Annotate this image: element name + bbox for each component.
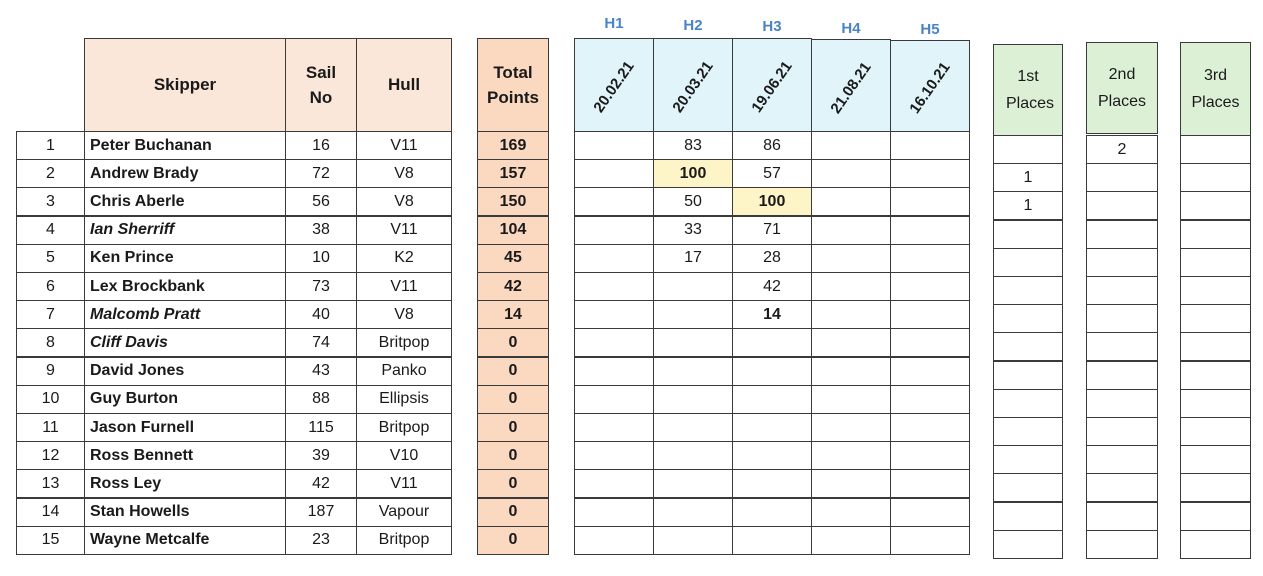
heat-score-cell [574,159,654,188]
sail-number-cell: 115 [285,413,357,442]
first-places-cell [993,361,1063,390]
position-cell: 5 [16,244,85,273]
first-places-cell [993,220,1063,249]
heat-score-cell [574,272,654,301]
position-cell: 10 [16,385,85,414]
position-cell: 6 [16,272,85,301]
second-places-cell [1086,361,1158,390]
first-places-cell: 1 [993,191,1063,220]
heat-score-cell: 100 [653,159,733,188]
sail-number-cell: 42 [285,469,357,498]
heat-score-cell [574,216,654,245]
first-places-cell [993,473,1063,502]
second-places-header-label: 2nd Places [1097,65,1147,110]
heat-score-cell [574,357,654,386]
hull-cell: Britpop [356,526,452,555]
heat-score-cell [653,526,733,555]
heat-score-cell [811,469,891,498]
total-points-cell: 150 [477,187,549,216]
second-places-header [1086,42,1158,134]
skipper-header [84,38,286,132]
heat-score-cell [653,357,733,386]
third-places-header-label: 3rd Places [1191,66,1240,111]
second-places-cell [1086,304,1158,333]
first-places-cell [993,530,1063,559]
position-cell: 7 [16,300,85,329]
third-places-cell [1180,163,1251,192]
sail-number-cell: 38 [285,216,357,245]
heat-score-cell [890,385,970,414]
heat-score-cell [890,159,970,188]
heat-score-cell [811,498,891,527]
first-places-cell [993,304,1063,333]
third-places-cell [1180,220,1251,249]
hull-cell: V11 [356,272,452,301]
heat-score-cell [732,469,812,498]
heat-score-cell [574,469,654,498]
heat-score-cell [732,441,812,470]
heat-score-cell [811,187,891,216]
hull-cell: Britpop [356,328,452,357]
heat-date-label: 16.10.21 [906,59,954,118]
skipper-name-cell: Wayne Metcalfe [84,526,286,555]
heat-score-cell: 71 [732,216,812,245]
position-cell: 12 [16,441,85,470]
first-places-cell [993,389,1063,418]
heat-score-cell [890,272,970,301]
third-places-cell [1180,191,1251,220]
skipper-name-cell: Cliff Davis [84,328,286,357]
position-cell: 8 [16,328,85,357]
heat-score-cell [653,498,733,527]
position-cell: 3 [16,187,85,216]
heat-score-cell: 83 [653,131,733,160]
heat-date-label: 20.03.21 [669,58,717,117]
heat-score-cell [574,300,654,329]
hull-cell: Vapour [356,498,452,527]
first-places-cell [993,502,1063,531]
sail-number-cell: 56 [285,187,357,216]
heat-score-cell [574,187,654,216]
hull-cell: V11 [356,131,452,160]
total-points-cell: 0 [477,357,549,386]
third-places-cell [1180,361,1251,390]
heat-score-cell: 42 [732,272,812,301]
skipper-header-label: Skipper [153,75,217,95]
heat-score-cell [890,216,970,245]
sail-number-cell: 39 [285,441,357,470]
skipper-name-cell: Andrew Brady [84,159,286,188]
sail-number-cell: 10 [285,244,357,273]
heat-score-cell: 17 [653,244,733,273]
skipper-name-cell: Stan Howells [84,498,286,527]
total-points-cell: 0 [477,469,549,498]
heat-score-cell [574,328,654,357]
total-points-cell: 0 [477,413,549,442]
heat-score-cell [811,441,891,470]
position-cell: 11 [16,413,85,442]
skipper-name-cell: Ian Sherriff [84,216,286,245]
heat-label: H1 [604,15,624,32]
heat-score-cell [811,413,891,442]
skipper-name-cell: David Jones [84,357,286,386]
second-places-cell [1086,417,1158,446]
heat-score-cell: 14 [732,300,812,329]
second-places-cell [1086,502,1158,531]
hull-cell: V11 [356,216,452,245]
second-places-cell [1086,163,1158,192]
hull-cell: V10 [356,441,452,470]
second-places-cell [1086,332,1158,361]
heat-score-cell [811,159,891,188]
sail-number-cell: 73 [285,272,357,301]
sail-number-cell: 43 [285,357,357,386]
heat-date-label: 20.02.21 [590,58,638,117]
skipper-name-cell: Jason Furnell [84,413,286,442]
first-places-cell [993,276,1063,305]
third-places-cell [1180,502,1251,531]
second-places-cell [1086,191,1158,220]
second-places-cell: 2 [1086,135,1158,164]
sail-no-header [285,38,357,132]
hull-cell: K2 [356,244,452,273]
hull-cell: V8 [356,300,452,329]
heat-score-cell [890,441,970,470]
skipper-name-cell: Ross Ley [84,469,286,498]
third-places-cell [1180,473,1251,502]
heat-score-cell [732,357,812,386]
total-points-header [477,38,549,132]
heat-score-cell [653,385,733,414]
heat-score-cell [732,413,812,442]
third-places-cell [1180,276,1251,305]
heat-score-cell [890,357,970,386]
second-places-cell [1086,473,1158,502]
sail-number-cell: 23 [285,526,357,555]
heat-score-cell [811,272,891,301]
position-cell: 9 [16,357,85,386]
total-points-cell: 169 [477,131,549,160]
second-places-cell [1086,220,1158,249]
heat-score-cell: 57 [732,159,812,188]
heat-date-header [890,40,970,133]
heat-score-cell [890,498,970,527]
total-points-cell: 0 [477,385,549,414]
hull-cell: Britpop [356,413,452,442]
heat-score-cell [653,328,733,357]
total-points-cell: 14 [477,300,549,329]
third-places-cell [1180,248,1251,277]
heat-date-label: 21.08.21 [827,59,875,117]
heat-score-cell [653,413,733,442]
position-cell: 1 [16,131,85,160]
total-points-cell: 0 [477,441,549,470]
hull-header [356,38,452,132]
heat-score-cell [574,526,654,555]
skipper-name-cell: Chris Aberle [84,187,286,216]
heat-score-cell [890,469,970,498]
hull-header-label: Hull [387,75,421,95]
total-points-cell: 45 [477,244,549,273]
heat-score-cell [574,413,654,442]
heat-label: H4 [841,19,861,37]
second-places-cell [1086,276,1158,305]
first-places-cell [993,135,1063,164]
second-places-cell [1086,389,1158,418]
heat-score-cell [811,131,891,160]
total-points-cell: 0 [477,526,549,555]
position-cell: 2 [16,159,85,188]
heat-score-cell: 100 [732,187,812,216]
third-places-cell [1180,417,1251,446]
heat-score-cell [653,272,733,301]
heat-score-cell: 28 [732,244,812,273]
heat-date-label: 19.06.21 [748,58,796,117]
sail-number-cell: 88 [285,385,357,414]
heat-score-cell [732,498,812,527]
third-places-cell [1180,445,1251,474]
heat-score-cell [574,385,654,414]
heat-label: H2 [683,16,703,34]
hull-cell: Panko [356,357,452,386]
sail-number-cell: 72 [285,159,357,188]
heat-score-cell: 86 [732,131,812,160]
second-places-cell [1086,445,1158,474]
heat-score-cell [574,244,654,273]
heat-score-cell [732,385,812,414]
heat-score-cell [811,526,891,555]
heat-score-cell [890,131,970,160]
heat-score-cell [811,357,891,386]
heat-score-cell [653,441,733,470]
heat-score-cell [890,526,970,555]
heat-date-header [732,38,812,133]
third-places-header [1180,42,1251,136]
heat-score-cell [574,131,654,160]
heat-score-cell [811,244,891,273]
second-places-cell [1086,530,1158,559]
total-points-cell: 157 [477,159,549,188]
heat-date-header [811,39,891,133]
heat-date-header [653,38,733,133]
skipper-name-cell: Ross Bennett [84,441,286,470]
heat-score-cell [811,385,891,414]
total-points-cell: 42 [477,272,549,301]
heat-score-cell [890,328,970,357]
heat-date-header [574,38,654,133]
hull-cell: V8 [356,159,452,188]
sail-number-cell: 40 [285,300,357,329]
first-places-cell [993,332,1063,361]
third-places-cell [1180,304,1251,333]
heat-score-cell [890,187,970,216]
third-places-cell [1180,332,1251,361]
skipper-name-cell: Lex Brockbank [84,272,286,301]
sail-number-cell: 16 [285,131,357,160]
heat-score-cell [811,328,891,357]
skipper-name-cell: Ken Prince [84,244,286,273]
heat-score-cell [732,328,812,357]
sail-no-header-label: Sail No [305,62,337,107]
position-cell: 13 [16,469,85,498]
third-places-cell [1180,530,1251,559]
hull-cell: V11 [356,469,452,498]
third-places-cell [1180,389,1251,418]
heat-score-cell [574,441,654,470]
first-places-cell [993,445,1063,474]
heat-score-cell: 50 [653,187,733,216]
skipper-name-cell: Guy Burton [84,385,286,414]
heat-score-cell [811,216,891,245]
first-places-header-label: 1st Places [1006,67,1055,112]
heat-score-cell [732,526,812,555]
heat-score-cell [574,498,654,527]
hull-cell: V8 [356,187,452,216]
position-cell: 15 [16,526,85,555]
first-places-cell [993,417,1063,446]
heat-label: H3 [762,18,782,35]
first-places-header [993,44,1063,136]
sail-number-cell: 187 [285,498,357,527]
skipper-name-cell: Peter Buchanan [84,131,286,160]
skipper-name-cell: Malcomb Pratt [84,300,286,329]
first-places-cell: 1 [993,163,1063,192]
total-points-header-label: Total Points [487,62,539,107]
total-points-cell: 104 [477,216,549,245]
sail-number-cell: 74 [285,328,357,357]
heat-score-cell [890,413,970,442]
heat-score-cell [890,244,970,273]
heat-label: H5 [920,21,940,38]
total-points-cell: 0 [477,498,549,527]
heat-score-cell: 33 [653,216,733,245]
position-cell: 4 [16,216,85,245]
second-places-cell [1086,248,1158,277]
heat-score-cell [653,300,733,329]
position-cell: 14 [16,498,85,527]
heat-score-cell [890,300,970,329]
heat-score-cell [811,300,891,329]
hull-cell: Ellipsis [356,385,452,414]
heat-score-cell [653,469,733,498]
first-places-cell [993,248,1063,277]
third-places-cell [1180,135,1251,164]
total-points-cell: 0 [477,328,549,357]
